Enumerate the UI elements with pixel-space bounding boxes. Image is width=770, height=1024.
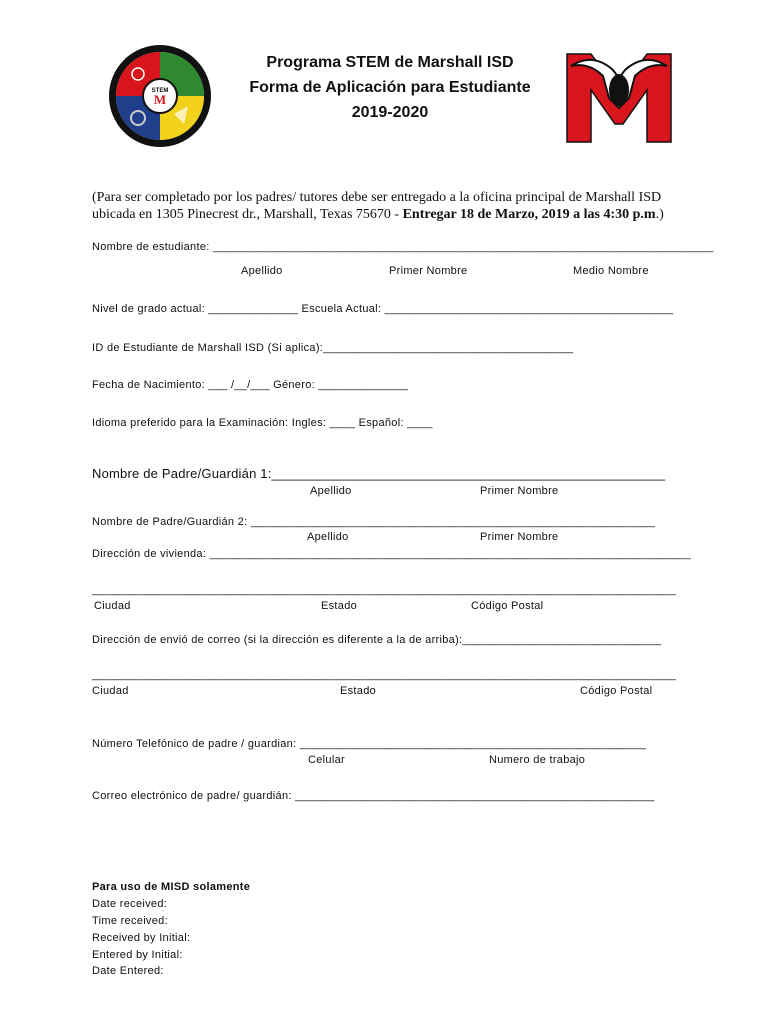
mail-sub-estado: Estado: [340, 685, 377, 697]
g2-sub-primer-nombre: Primer Nombre: [480, 531, 559, 543]
student-name-field[interactable]: Nombre de estudiante: ______________________________________________________________________________: [92, 241, 714, 253]
instructions-line-2: ubicada en 1305 Pinecrest dr., Marshall, Texas 75670 - Entregar 18 de Marzo, 2019 a las 4:30 p.m.): [92, 207, 664, 222]
guardian-phone-field[interactable]: Número Telefónico de padre / guardian: ______________________________________________________: [92, 738, 647, 750]
entered-initial-label: Entered by Initial:: [92, 949, 183, 961]
guardian-email-field[interactable]: Correo electrónico de padre/ guardián: ________________________________________________________: [92, 790, 655, 802]
date-entered-label: Date Entered:: [92, 965, 164, 977]
sub-label-medio-nombre: Medio Nombre: [573, 265, 649, 277]
mailing-address-field[interactable]: Dirección de envió de correo (si la dirección es diferente a la de arriba):_______________________________: [92, 634, 662, 646]
sub-label-apellido: Apellido: [241, 265, 283, 277]
page-title: [0, 50, 770, 125]
birth-gender-field[interactable]: Fecha de Nacimiento: ___ /__/___ Género: ______________: [92, 379, 409, 391]
language-field[interactable]: Idioma preferido para la Examinación: Ingles: ____ Español: ____: [92, 417, 433, 429]
addr-sub-ciudad: Ciudad: [94, 600, 131, 612]
phone-sub-trabajo: Numero de trabajo: [489, 754, 586, 766]
student-id-field[interactable]: ID de Estudiante de Marshall ISD (Si aplica):_______________________________________: [92, 342, 574, 354]
stem-logo-text: STEM: [151, 88, 169, 94]
mail-sub-codigo-postal: Código Postal: [580, 685, 653, 697]
g2-sub-apellido: Apellido: [307, 531, 349, 543]
grade-school-field[interactable]: Nivel de grado actual: ______________ Escuela Actual: _____________________________________________: [92, 303, 674, 315]
mailing-address-line-2[interactable]: ___________________________________________________________________________________________: [92, 669, 677, 681]
g1-sub-apellido: Apellido: [310, 485, 352, 497]
addr-sub-codigo-postal: Código Postal: [471, 600, 544, 612]
svg-text:M: M: [153, 92, 167, 107]
addr-sub-estado: Estado: [321, 600, 358, 612]
instructions-line-1: (Para ser completado por los padres/ tutores debe ser entregado a la oficina principal de Marshall ISD: [92, 190, 662, 205]
date-received-label: Date received:: [92, 898, 168, 910]
phone-sub-celular: Celular: [308, 754, 345, 766]
sub-label-primer-nombre: Primer Nombre: [389, 265, 468, 277]
home-address-field[interactable]: Dirección de vivienda: ___________________________________________________________________________: [92, 548, 691, 560]
office-use-heading: Para uso de MISD solamente: [92, 881, 251, 893]
title-line-3: 2019-2020: [351, 104, 429, 121]
mail-sub-ciudad: Ciudad: [92, 685, 129, 697]
title-line-2: Forma de Aplicación para Estudiante: [249, 79, 531, 96]
time-received-label: Time received:: [92, 915, 168, 927]
guardian-1-field[interactable]: Nombre de Padre/Guardián 1:_____________________________________________________: [92, 466, 666, 481]
g1-sub-primer-nombre: Primer Nombre: [480, 485, 559, 497]
deadline-text: Entregar 18 de Marzo, 2019 a las 4:30 p.m: [402, 207, 656, 222]
guardian-2-field[interactable]: Nombre de Padre/Guardián 2: _______________________________________________________________: [92, 516, 656, 528]
home-address-line-2[interactable]: ___________________________________________________________________________________________: [92, 584, 677, 596]
title-line-1: Programa STEM de Marshall ISD: [266, 54, 514, 71]
received-initial-label: Received by Initial:: [92, 932, 191, 944]
